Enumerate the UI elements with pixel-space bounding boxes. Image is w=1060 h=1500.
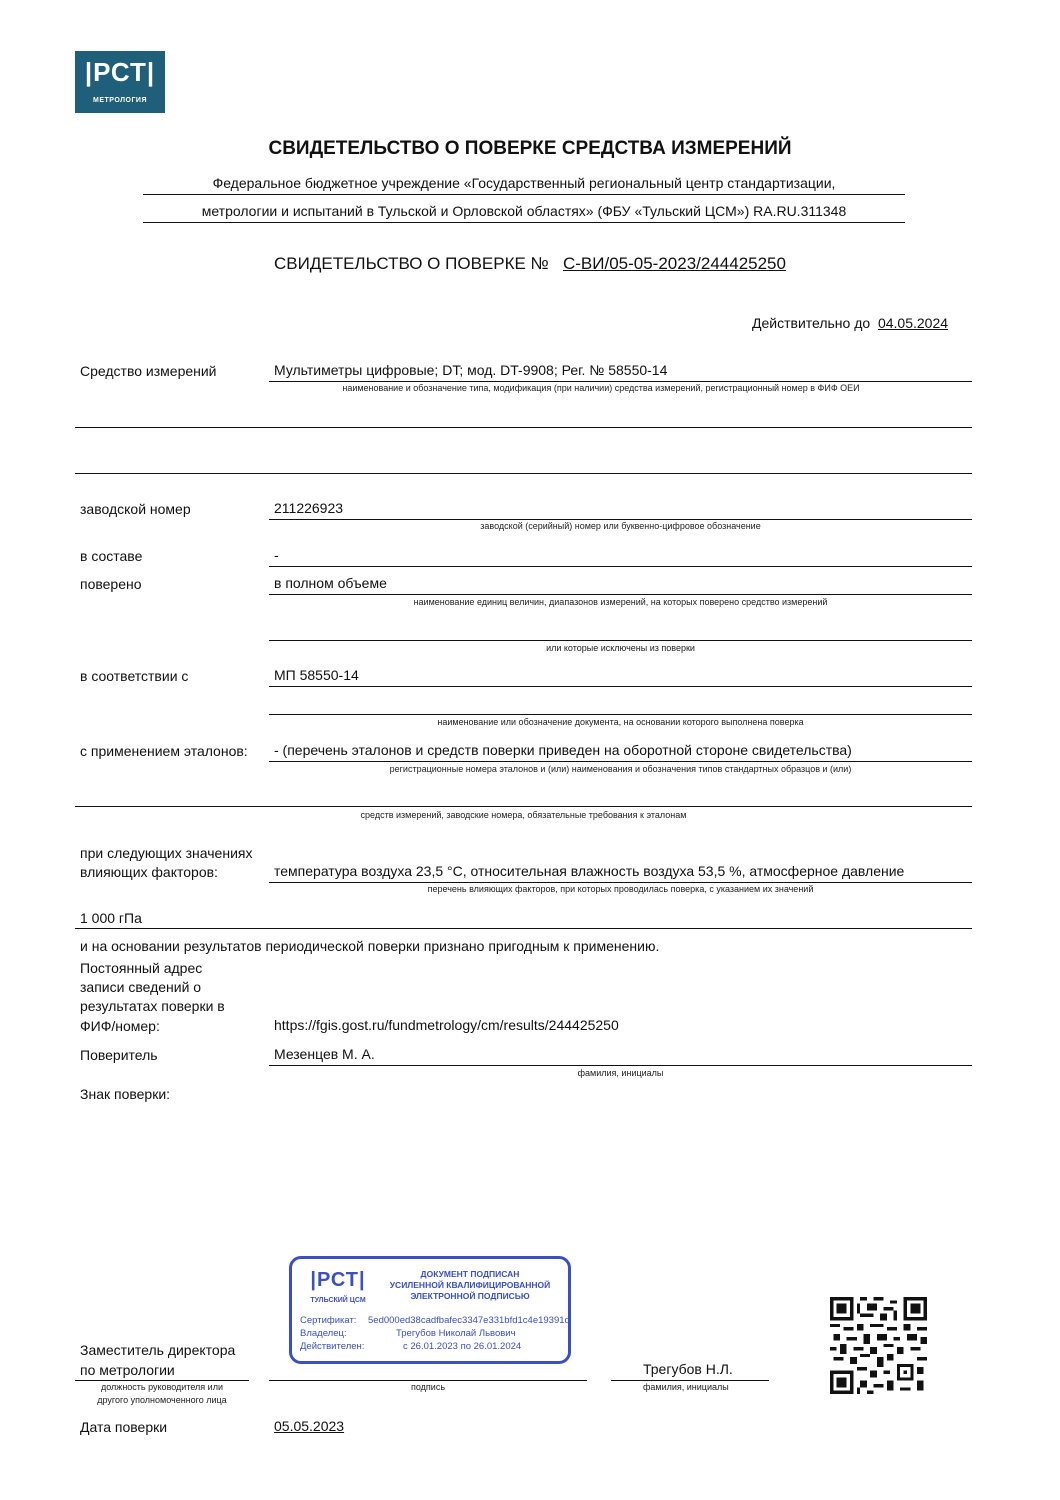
verified-hint-1: наименование единиц величин, диапазонов измерений, на которых поверено средство измерений	[413, 597, 828, 607]
logo-subtitle: МЕТРОЛОГИЯ	[92, 97, 147, 104]
verified-hint-2: или которые исключены из поверки	[546, 643, 695, 653]
fif-url[interactable]: https://fgis.gost.ru/fundmetrology/cm/results/244425250	[274, 1017, 619, 1033]
factors-continuation: 1 000 гПа	[80, 910, 142, 926]
stamp-owner-value: Трегубов Николай Львович	[396, 1328, 516, 1339]
position-underline	[75, 1380, 249, 1381]
serial-label: заводской номер	[80, 501, 191, 517]
org-line-1: Федеральное бюджетное учреждение «Государственный региональный центр стандартизации,	[143, 175, 905, 195]
signature-hint: подпись	[410, 1382, 446, 1392]
date-label: Дата поверки	[80, 1419, 168, 1435]
accordance-underline	[269, 686, 972, 687]
stamp-heading-3: ЭЛЕКТРОННОЙ ПОДПИСЬЮ	[410, 1291, 530, 1301]
conclusion-text: и на основании результатов периодической поверки признано пригодным к применению.	[80, 938, 660, 954]
stamp-owner-row	[300, 1328, 516, 1339]
signer-name: Трегубов Н.Л.	[643, 1361, 733, 1377]
blank-line-2	[75, 473, 972, 474]
logo-mark: |РСТ|	[84, 57, 156, 87]
fif-label-2: записи сведений о	[80, 979, 202, 995]
accordance-label: в соответствии с	[80, 668, 189, 684]
factors-underline-2	[75, 928, 972, 929]
e-signature-stamp	[289, 1256, 571, 1364]
standards-hint-1: регистрационные номера эталонов и (или) наименования и обозначения типов стандартных образцов и (или)	[389, 764, 852, 774]
stamp-logo: |РСТ|	[310, 1269, 366, 1291]
verified-underline-2	[269, 640, 972, 641]
signature-underline	[269, 1380, 587, 1381]
standards-hint-2: средств измерений, заводские номера, обязательные требования к эталонам	[360, 810, 687, 820]
serial-hint: заводской (серийный) номер или буквенно-цифровое обозначение	[480, 521, 761, 531]
signer-position-1: Заместитель директора	[80, 1342, 236, 1358]
stamp-valid-value: с 26.01.2023 по 26.01.2024	[403, 1341, 522, 1352]
date-value: 05.05.2023	[274, 1418, 345, 1434]
stamp-heading-2: УСИЛЕННОЙ КВАЛИФИЦИРОВАННОЙ	[389, 1280, 551, 1290]
instrument-underline	[269, 381, 972, 382]
standards-value: - (перечень эталонов и средств поверки приведен на оборотной стороне свидетельства)	[274, 742, 852, 758]
accordance-value: МП 58550-14	[274, 667, 359, 683]
verifier-hint: фамилия, инициалы	[577, 1068, 664, 1078]
factors-underline	[269, 882, 972, 883]
validity-line	[752, 315, 948, 331]
instrument-label: Средство измерений	[80, 363, 217, 379]
fif-label-1: Постоянный адрес	[80, 960, 203, 976]
blank-line-1	[75, 427, 972, 428]
validity-label: Действительно до	[752, 315, 871, 331]
instrument-hint: наименование и обозначение типа, модификация (при наличии) средства измерений, регистрационный номер в ФИФ ОЕИ	[342, 383, 860, 393]
stamp-cert-label: Сертификат:	[300, 1315, 357, 1326]
qr-code	[830, 1297, 927, 1394]
position-hint-1: должность руководителя или	[101, 1382, 223, 1392]
verifier-label: Поверитель	[80, 1047, 158, 1063]
stamp-owner-label: Владелец:	[300, 1328, 347, 1339]
instrument-value: Мультиметры цифровые; DT; мод. DT-9908; Рег. № 58550-14	[274, 362, 668, 378]
stamp-valid-row	[300, 1341, 522, 1352]
stamp-valid-label: Действителен:	[300, 1341, 365, 1352]
factors-label-2: влияющих факторов:	[80, 864, 218, 880]
signer-position-2: по метрологии	[80, 1362, 175, 1378]
verifier-underline	[269, 1065, 972, 1066]
composition-underline	[269, 566, 972, 567]
validity-date: 04.05.2024	[877, 315, 949, 331]
verified-underline	[269, 594, 972, 595]
stamp-logo-subtitle: ТУЛЬСКИЙ ЦСМ	[310, 1297, 366, 1304]
fif-label-3: результатах поверки в	[80, 998, 225, 1014]
serial-value: 211226923	[274, 500, 344, 516]
rst-logo	[75, 51, 165, 113]
stamp-heading-1: ДОКУМЕНТ ПОДПИСАН	[420, 1269, 520, 1279]
serial-underline	[269, 519, 972, 520]
stamp-cert-value: 5ed000ed38cadfbafec3347e331bfd1c4e19391d	[368, 1315, 570, 1326]
verified-value: в полном объеме	[274, 575, 387, 591]
document-title: СВИДЕТЕЛЬСТВО О ПОВЕРКЕ СРЕДСТВА ИЗМЕРЕНИЙ	[268, 138, 792, 159]
standards-label: с применением эталонов:	[80, 743, 248, 759]
position-hint-2: другого уполномоченного лица	[97, 1395, 227, 1405]
standards-underline	[269, 761, 972, 762]
org-line-2: метрологии и испытаний в Тульской и Орловской областях» (ФБУ «Тульский ЦСМ») RA.RU.311348	[143, 203, 905, 223]
composition-value: -	[274, 547, 279, 563]
factors-value: температура воздуха 23,5 °C, относительная влажность воздуха 53,5 %, атмосферное давление	[274, 863, 905, 879]
stamp-heading	[376, 1269, 564, 1302]
factors-hint: перечень влияющих факторов, при которых проводилась поверка, с указанием их значений	[427, 884, 814, 894]
fif-label-4: ФИФ/номер:	[80, 1018, 160, 1034]
standards-underline-2	[75, 806, 972, 807]
composition-label: в составе	[80, 548, 143, 564]
certificate-number-line	[0, 254, 1060, 274]
certificate-number: С-ВИ/05-05-2023/244425250	[562, 254, 786, 273]
verifier-value: Мезенцев М. А.	[274, 1046, 375, 1062]
stamp-cert-row	[300, 1315, 570, 1326]
signer-name-underline	[611, 1380, 769, 1381]
accordance-hint: наименование или обозначение документа, на основании которого выполнена поверка	[437, 717, 804, 727]
factors-label-1: при следующих значениях	[80, 845, 253, 861]
certificate-label: СВИДЕТЕЛЬСТВО О ПОВЕРКЕ №	[274, 254, 549, 273]
verification-mark-label: Знак поверки:	[80, 1086, 171, 1102]
accordance-underline-2	[269, 714, 972, 715]
verified-label: поверено	[80, 576, 142, 592]
signer-name-hint: фамилия, инициалы	[643, 1382, 729, 1392]
